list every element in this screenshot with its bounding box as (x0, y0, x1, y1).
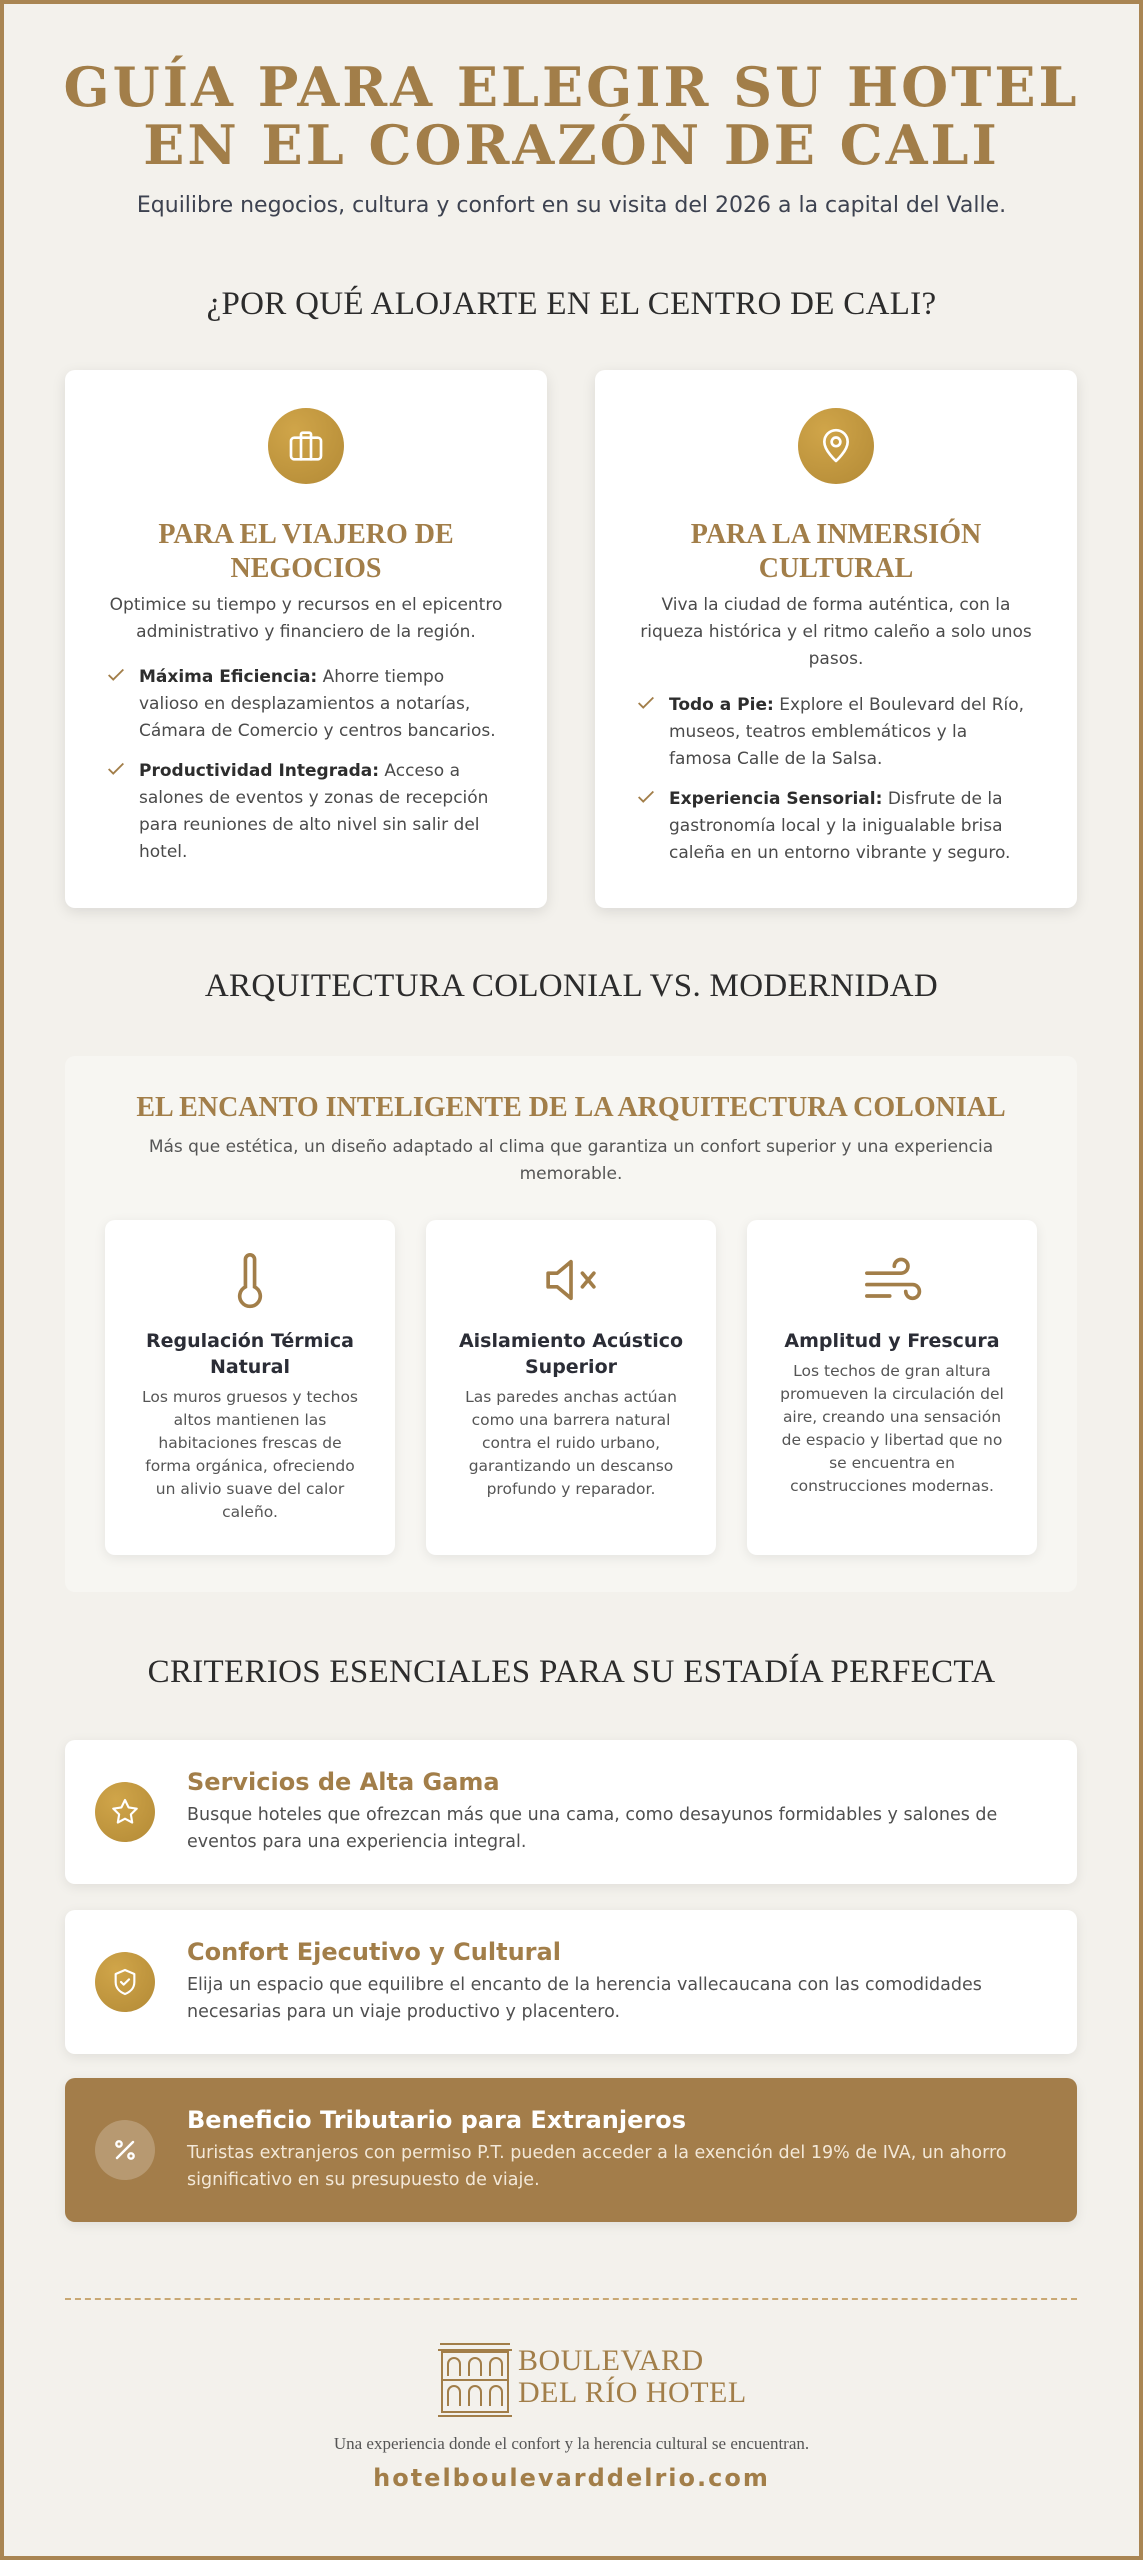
feature-text: Los muros gruesos y techos altos mantienen las habitaciones frescas de forma orgánica, ofreciendo un alivio suave del calor caleño. (141, 1388, 359, 1521)
building-icon (436, 2336, 514, 2420)
page-title-line2: EN EL CORAZÓN DE CALI (143, 113, 1000, 177)
architecture-intro: Más que estética, un diseño adaptado al clima que garantiza un confort superior y una experiencia memorable. (148, 1137, 994, 1184)
list-item (105, 758, 499, 866)
criteria-title: Beneficio Tributario para Extranjeros (187, 2106, 686, 2134)
wind-icon (747, 1248, 1037, 1312)
feature-title-line2: Natural (209, 1356, 291, 1378)
criteria-title: Confort Ejecutivo y Cultural (187, 1938, 561, 1966)
list-item-label: Máxima Eficiencia: (139, 667, 318, 687)
check-icon (635, 692, 657, 723)
map-pin-icon (798, 408, 874, 484)
business-heading-line1: PARA EL VIAJERO DE (158, 519, 454, 550)
page-subtitle: Equilibre negocios, cultura y confort en su visita del 2026 a la capital del Valle. (136, 193, 1007, 218)
footer-divider (65, 2298, 1077, 2300)
criteria-title: Servicios de Alta Gama (187, 1768, 500, 1796)
section-title-why: ¿POR QUÉ ALOJARTE EN EL CENTRO DE CALI? (206, 286, 937, 322)
list-item (635, 692, 1029, 773)
website-link[interactable]: hotelboulevarddelrio.com (373, 2464, 770, 2492)
list-item-text: Acceso a salones de eventos y zonas de recepción para reuniones de alto nivel sin salir del hotel. (139, 761, 489, 862)
check-icon (105, 664, 127, 695)
check-icon (635, 786, 657, 817)
page-title-line1: GUÍA PARA ELEGIR SU HOTEL (63, 55, 1080, 119)
page-title (0, 55, 1143, 177)
business-card (65, 370, 547, 908)
feature-card-thermal (105, 1220, 395, 1555)
business-intro: Optimice su tiempo y recursos en el epicentro administrativo y financiero de la región. (109, 595, 503, 642)
criteria-text: Elija un espacio que equilibre el encanto de la herencia vallecaucana con las comodidades necesarias para un viaje productivo y placentero. (187, 1975, 982, 2022)
list-item-label: Todo a Pie: (669, 695, 774, 715)
feature-title (125, 1328, 375, 1380)
feature-title-line1: Aislamiento Acústico (458, 1330, 684, 1352)
list-item-text: Ahorre tiempo valioso en desplazamientos a notarías, Cámara de Comercio y centros bancarios. (139, 667, 496, 741)
percent-icon (95, 2120, 155, 2180)
list-item-label: Experiencia Sensorial: (669, 789, 883, 809)
feature-card-acoustic (426, 1220, 716, 1555)
business-heading (105, 518, 507, 586)
criteria-card-tax-benefit (65, 2078, 1077, 2222)
mute-icon (426, 1248, 716, 1312)
feature-title-line2: Superior (524, 1356, 617, 1378)
briefcase-icon (268, 408, 344, 484)
star-icon (95, 1782, 155, 1842)
criteria-card-services (65, 1740, 1077, 1884)
business-heading-line2: NEGOCIOS (230, 553, 382, 584)
criteria-card-comfort (65, 1910, 1077, 2054)
logo-text-line1: BOULEVARD (518, 2344, 704, 2377)
culture-heading-line2: CULTURAL (758, 553, 914, 584)
criteria-text: Busque hoteles que ofrezcan más que una cama, como desayunos formidables y salones de eventos para una experiencia integral. (187, 1805, 998, 1852)
thermometer-icon (105, 1248, 395, 1312)
feature-title (767, 1328, 1017, 1354)
culture-heading (635, 518, 1037, 586)
feature-title (446, 1328, 696, 1380)
hotel-logo (436, 2336, 747, 2420)
logo-text-line2: DEL RÍO HOTEL (518, 2376, 747, 2409)
criteria-text: Turistas extranjeros con permiso P.T. pueden acceder a la exención del 19% de IVA, un ahorro significativo en su presupuesto de viaje. (187, 2143, 1007, 2190)
feature-card-amplitude (747, 1220, 1037, 1555)
section-title-criteria: CRITERIOS ESENCIALES PARA SU ESTADÍA PERFECTA (147, 1654, 996, 1690)
list-item-label: Productividad Integrada: (139, 761, 380, 781)
feature-text: Los techos de gran altura promueven la circulación del aire, creando una sensación de espacio y libertad que no se encuentra en construcciones modernas. (780, 1362, 1004, 1495)
culture-heading-line1: PARA LA INMERSIÓN (690, 519, 982, 550)
list-item (105, 664, 499, 745)
feature-title-line1: Regulación Térmica (145, 1330, 355, 1352)
list-item-text: Disfrute de la gastronomía local y la inigualable brisa caleña en un entorno vibrante y seguro. (669, 789, 1011, 863)
architecture-panel (65, 1056, 1077, 1592)
culture-card (595, 370, 1077, 908)
shield-check-icon (95, 1952, 155, 2012)
section-title-architecture: ARQUITECTURA COLONIAL VS. MODERNIDAD (204, 968, 939, 1004)
feature-text: Las paredes anchas actúan como una barrera natural contra el ruido urbano, garantizando un descanso profundo y reparador. (465, 1388, 677, 1498)
culture-intro: Viva la ciudad de forma auténtica, con la riqueza histórica y el ritmo caleño a solo unos pasos. (640, 595, 1032, 669)
feature-title-line1: Amplitud y Frescura (784, 1330, 1000, 1352)
architecture-heading: EL ENCANTO INTELIGENTE DE LA ARQUITECTURA COLONIAL (136, 1092, 1006, 1123)
footer-tagline: Una experiencia donde el confort y la herencia cultural se encuentran. (333, 2434, 810, 2453)
check-icon (105, 758, 127, 789)
list-item (635, 786, 1029, 867)
list-item-text: Explore el Boulevard del Río, museos, teatros emblemáticos y la famosa Calle de la Salsa. (669, 695, 1025, 769)
